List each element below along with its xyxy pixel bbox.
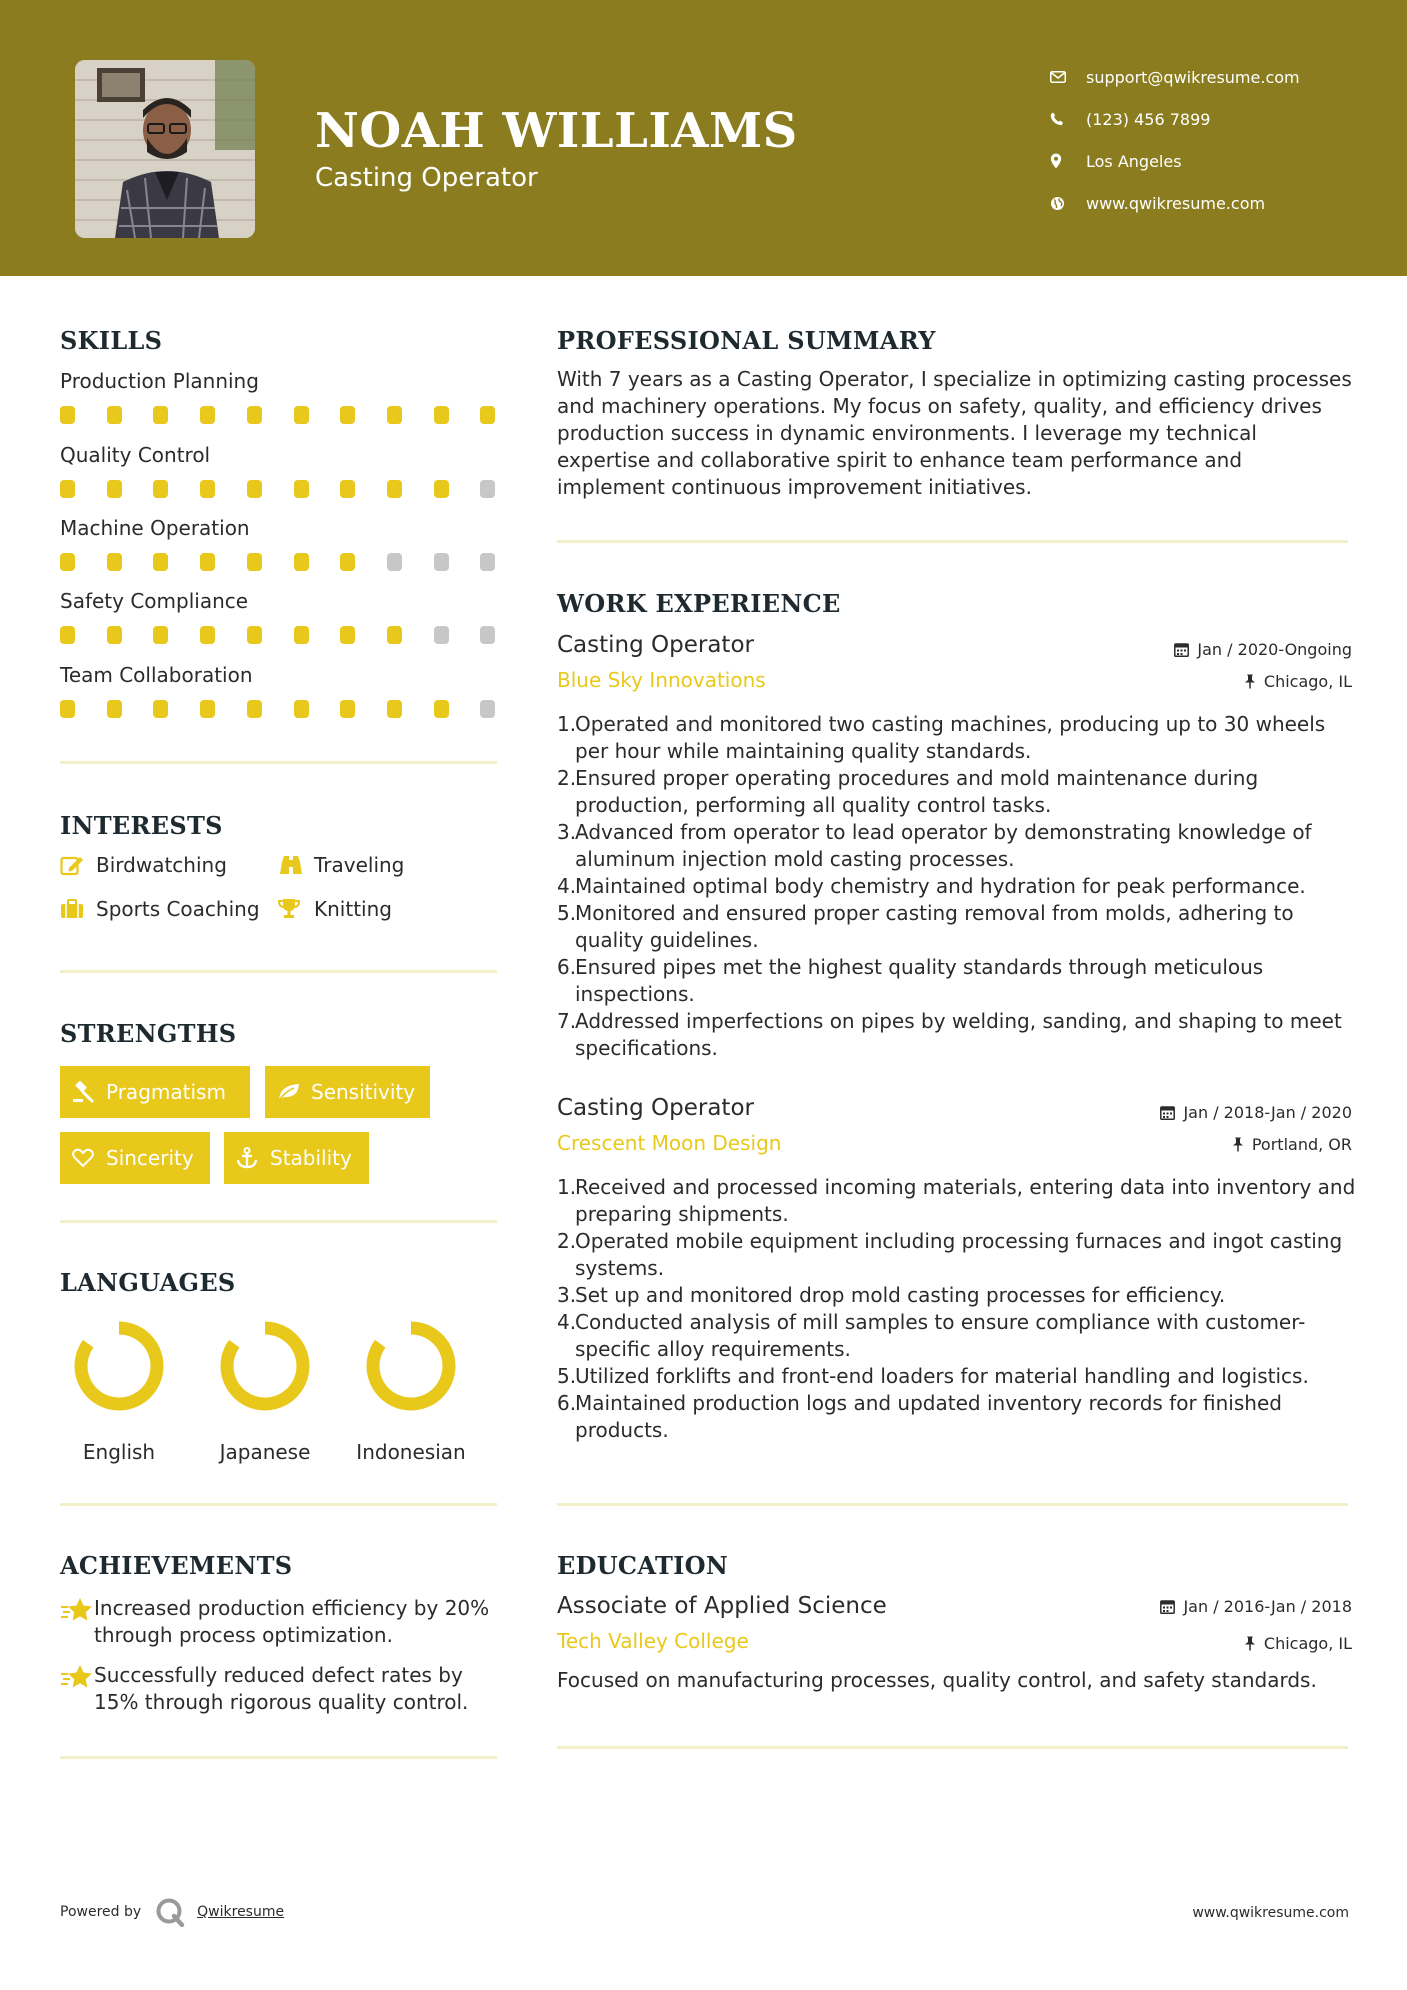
job-bullet (557, 1228, 1357, 1282)
phone-text: (123) 456 7899 (1086, 109, 1211, 129)
bullet-text: Advanced from operator to lead operator by demonstrating knowledge of aluminum injection mold casting processes. (575, 820, 1312, 871)
section-divider (60, 761, 497, 764)
calendar-icon (1160, 1105, 1175, 1120)
skill-dot-filled (294, 480, 309, 498)
language-ring-arc (227, 1328, 303, 1404)
interest-label: Traveling (314, 853, 405, 877)
skill-dot-filled (200, 406, 215, 424)
contact-website[interactable] (1050, 182, 1300, 224)
skill-dot-empty (480, 480, 495, 498)
job-role: Casting Operator (557, 632, 754, 658)
degree: Associate of Applied Science (557, 1593, 887, 1619)
skill-dot-filled (107, 700, 122, 718)
language-item (44, 1318, 194, 1464)
language-ring-arc (81, 1328, 157, 1404)
interests-heading: INTERESTS (60, 811, 223, 840)
pushpin-icon (1244, 674, 1256, 689)
bullet-number: 1. (557, 1175, 577, 1199)
bullet-number: 2. (557, 1229, 577, 1253)
skill-dot-filled (60, 553, 75, 571)
job-bullet (557, 900, 1357, 954)
education-header (557, 1593, 1352, 1653)
strength-tag (265, 1066, 430, 1118)
skill-dot-filled (294, 406, 309, 424)
powered-by-text: Powered by (60, 1904, 142, 1920)
section-divider (557, 1503, 1348, 1506)
contact-location (1050, 140, 1300, 182)
skill-dot-empty (387, 553, 402, 571)
bullet-number: 5. (557, 1364, 577, 1388)
job-bullets (557, 711, 1357, 1062)
bullet-text: Utilized forklifts and front-end loaders for material handling and logistics. (575, 1364, 1309, 1388)
map-pin-icon (1050, 153, 1086, 169)
bullet-text: Monitored and ensured proper casting removal from molds, adhering to quality guidelines. (575, 901, 1294, 952)
bullet-text: Ensured pipes met the highest quality standards through meticulous inspections. (575, 955, 1264, 1006)
star-icon (60, 1595, 94, 1649)
job-company: Crescent Moon Design (557, 1131, 782, 1155)
bullet-number: 5. (557, 901, 577, 925)
language-label: Indonesian (356, 1440, 466, 1464)
section-divider (60, 1220, 497, 1223)
bullet-text: Operated and monitored two casting machines, producing up to 30 wheels per hour while maintaining quality standards. (575, 712, 1326, 763)
phone-icon (1050, 112, 1086, 126)
resume-header (0, 0, 1407, 276)
job-bullet (557, 1282, 1357, 1309)
skill-dot-filled (200, 626, 215, 644)
strength-label: Pragmatism (106, 1080, 226, 1104)
strength-label: Stability (270, 1146, 352, 1170)
globe-icon (1050, 196, 1086, 211)
interest-item (60, 853, 227, 877)
skill-dot-filled (294, 626, 309, 644)
job-header (557, 1095, 1352, 1155)
pencil-square-icon (60, 854, 96, 876)
language-ring-arc (373, 1328, 449, 1404)
interest-label: Sports Coaching (96, 897, 260, 921)
location-text: Los Angeles (1086, 151, 1182, 171)
job-bullet (557, 1390, 1357, 1444)
language-ring (217, 1318, 313, 1414)
candidate-title: Casting Operator (315, 163, 538, 193)
skill-dot-filled (200, 480, 215, 498)
job-bullet (557, 765, 1357, 819)
skill-name: Team Collaboration (60, 663, 253, 687)
strength-tag (60, 1066, 250, 1118)
bullet-text: Conducted analysis of mill samples to ensure compliance with customer-specific alloy requirements. (575, 1310, 1306, 1361)
skill-dot-filled (480, 406, 495, 424)
gavel-icon (72, 1081, 106, 1103)
interest-item (278, 853, 404, 877)
bullet-text: Set up and monitored drop mold casting processes for efficiency. (575, 1283, 1226, 1307)
achievements-heading: ACHIEVEMENTS (60, 1551, 293, 1580)
bullet-number: 1. (557, 712, 577, 736)
job-date-text: Jan / 2018-Jan / 2020 (1183, 1103, 1352, 1122)
pushpin-icon (1244, 1636, 1256, 1651)
interest-label: Birdwatching (96, 853, 227, 877)
job-location (1244, 672, 1352, 691)
skill-dot-filled (247, 626, 262, 644)
envelope-icon (1050, 71, 1086, 83)
job-bullets (557, 1174, 1357, 1444)
job-bullet (557, 819, 1357, 873)
school-name: Tech Valley College (557, 1629, 749, 1653)
skill-dot-filled (107, 480, 122, 498)
skill-dot-filled (107, 406, 122, 424)
bullet-text: Received and processed incoming materials, entering data into inventory and preparing shipments. (575, 1175, 1356, 1226)
bullet-number: 6. (557, 1391, 577, 1415)
skill-dot-empty (480, 553, 495, 571)
bullet-number: 3. (557, 820, 577, 844)
education-description: Focused on manufacturing processes, quality control, and safety standards. (557, 1668, 1317, 1692)
heart-icon (72, 1148, 106, 1168)
calendar-icon (1174, 642, 1189, 657)
skill-dot-filled (387, 406, 402, 424)
job-bullet (557, 1174, 1357, 1228)
job-bullet (557, 873, 1357, 900)
leaf-icon (277, 1082, 311, 1102)
skill-dot-empty (480, 626, 495, 644)
skill-rating (60, 553, 500, 571)
section-divider (557, 1746, 1348, 1749)
skill-dot-filled (434, 700, 449, 718)
section-divider (60, 1756, 497, 1759)
skill-dot-filled (387, 700, 402, 718)
bullet-number: 4. (557, 874, 577, 898)
job-date (1160, 1103, 1352, 1122)
candidate-name: NOAH WILLIAMS (315, 103, 798, 159)
skill-dot-filled (107, 626, 122, 644)
strength-tag (60, 1132, 210, 1184)
skill-rating (60, 700, 500, 718)
bullet-text: Operated mobile equipment including processing furnaces and ingot casting systems. (575, 1229, 1343, 1280)
job-company: Blue Sky Innovations (557, 668, 766, 692)
skill-dot-filled (60, 700, 75, 718)
job-location (1232, 1135, 1352, 1154)
skill-dot-filled (434, 480, 449, 498)
achievement-item (60, 1662, 510, 1716)
bullet-text: Maintained production logs and updated inventory records for finished products. (575, 1391, 1282, 1442)
trophy-icon (278, 898, 314, 920)
skill-dot-filled (387, 480, 402, 498)
briefcase-icon (60, 899, 96, 919)
language-item (190, 1318, 340, 1464)
skill-rating (60, 480, 500, 498)
skill-dot-filled (340, 406, 355, 424)
footer-website[interactable]: www.qwikresume.com (1192, 1905, 1349, 1921)
skill-dot-filled (247, 553, 262, 571)
profile-photo (75, 60, 255, 238)
education-date-text: Jan / 2016-Jan / 2018 (1183, 1597, 1352, 1616)
strengths-heading: STRENGTHS (60, 1019, 237, 1048)
section-divider (60, 970, 497, 973)
skill-dot-filled (153, 480, 168, 498)
bullet-number: 3. (557, 1283, 577, 1307)
job-role: Casting Operator (557, 1095, 754, 1121)
skill-dot-filled (153, 626, 168, 644)
job-bullet (557, 1363, 1357, 1390)
calendar-icon (1160, 1599, 1175, 1614)
bullet-text: Ensured proper operating procedures and mold maintenance during production, performing all quality control tasks. (575, 766, 1259, 817)
skill-dot-filled (153, 700, 168, 718)
education-date (1160, 1597, 1352, 1616)
language-ring (71, 1318, 167, 1414)
email-text: support@qwikresume.com (1086, 67, 1300, 87)
skill-rating (60, 626, 500, 644)
skill-name: Safety Compliance (60, 589, 249, 613)
strength-label: Sincerity (106, 1146, 194, 1170)
skill-dot-filled (60, 480, 75, 498)
star-icon (60, 1662, 94, 1716)
job-date (1174, 640, 1352, 659)
skill-dot-filled (340, 700, 355, 718)
achievement-item (60, 1595, 510, 1649)
languages-heading: LANGUAGES (60, 1268, 236, 1297)
job-location-text: Portland, OR (1251, 1135, 1352, 1154)
skill-dot-filled (294, 700, 309, 718)
skill-name: Quality Control (60, 443, 211, 467)
skill-dot-filled (153, 406, 168, 424)
language-label: English (82, 1440, 156, 1464)
skill-dot-empty (480, 700, 495, 718)
skill-dot-filled (340, 553, 355, 571)
bullet-number: 4. (557, 1310, 577, 1334)
education-location-text: Chicago, IL (1263, 1634, 1352, 1653)
skills-heading: SKILLS (60, 326, 163, 355)
skill-dot-filled (200, 700, 215, 718)
skill-dot-filled (387, 626, 402, 644)
achievement-text: Increased production efficiency by 20% through process optimization. (94, 1596, 490, 1647)
bullet-number: 7. (557, 1009, 577, 1033)
job-bullet (557, 1008, 1357, 1062)
skill-dot-filled (247, 480, 262, 498)
anchor-icon (236, 1147, 270, 1169)
skill-rating (60, 406, 500, 424)
education-heading: EDUCATION (557, 1551, 729, 1580)
contact-list (1050, 56, 1300, 224)
binoculars-icon (278, 854, 314, 876)
summary-text: With 7 years as a Casting Operator, I specialize in optimizing casting processes and machinery operations. My focus on safety, quality, and efficiency drives production success in dynamic environments. I leverage my technical expertise and collaborative spirit to enhance team performance and implement continuous improvement initiatives. (557, 367, 1352, 499)
skill-dot-filled (340, 626, 355, 644)
skill-dot-filled (200, 553, 215, 571)
job-date-text: Jan / 2020-Ongoing (1197, 640, 1352, 659)
website-text: www.qwikresume.com (1086, 193, 1266, 213)
skill-dot-filled (60, 626, 75, 644)
bullet-text: Maintained optimal body chemistry and hydration for peak performance. (575, 874, 1306, 898)
skill-dot-filled (107, 553, 122, 571)
language-ring (363, 1318, 459, 1414)
bullet-number: 2. (557, 766, 577, 790)
skill-dot-filled (153, 553, 168, 571)
skill-dot-filled (294, 553, 309, 571)
contact-email[interactable] (1050, 56, 1300, 98)
qwikresume-link[interactable]: Qwikresume (197, 1904, 285, 1920)
strength-tag (224, 1132, 369, 1184)
pushpin-icon (1232, 1137, 1244, 1152)
skill-dot-filled (60, 406, 75, 424)
section-divider (557, 540, 1348, 543)
bullet-number: 6. (557, 955, 577, 979)
job-bullet (557, 954, 1357, 1008)
job-header (557, 632, 1352, 692)
experience-heading: WORK EXPERIENCE (557, 589, 841, 618)
skill-dot-empty (434, 626, 449, 644)
qwikresume-logo-icon (155, 1897, 185, 1927)
language-label: Japanese (219, 1440, 311, 1464)
achievement-text: Successfully reduced defect rates by 15% through rigorous quality control. (94, 1663, 469, 1714)
interest-label: Knitting (314, 897, 392, 921)
job-bullet (557, 1309, 1357, 1363)
interest-item (60, 897, 260, 921)
job-location-text: Chicago, IL (1263, 672, 1352, 691)
strength-label: Sensitivity (311, 1080, 416, 1104)
skill-dot-filled (340, 480, 355, 498)
bullet-text: Addressed imperfections on pipes by welding, sanding, and shaping to meet specifications. (575, 1009, 1342, 1060)
summary-heading: PROFESSIONAL SUMMARY (557, 326, 936, 355)
skill-dot-empty (434, 553, 449, 571)
skill-dot-filled (434, 406, 449, 424)
education-location (1244, 1634, 1352, 1653)
language-item (336, 1318, 486, 1464)
skill-dot-filled (247, 700, 262, 718)
job-bullet (557, 711, 1357, 765)
skill-name: Machine Operation (60, 516, 250, 540)
footer-powered-by (60, 1897, 284, 1927)
section-divider (60, 1503, 497, 1506)
skill-dot-filled (247, 406, 262, 424)
contact-phone[interactable] (1050, 98, 1300, 140)
interest-item (278, 897, 392, 921)
skill-name: Production Planning (60, 369, 259, 393)
